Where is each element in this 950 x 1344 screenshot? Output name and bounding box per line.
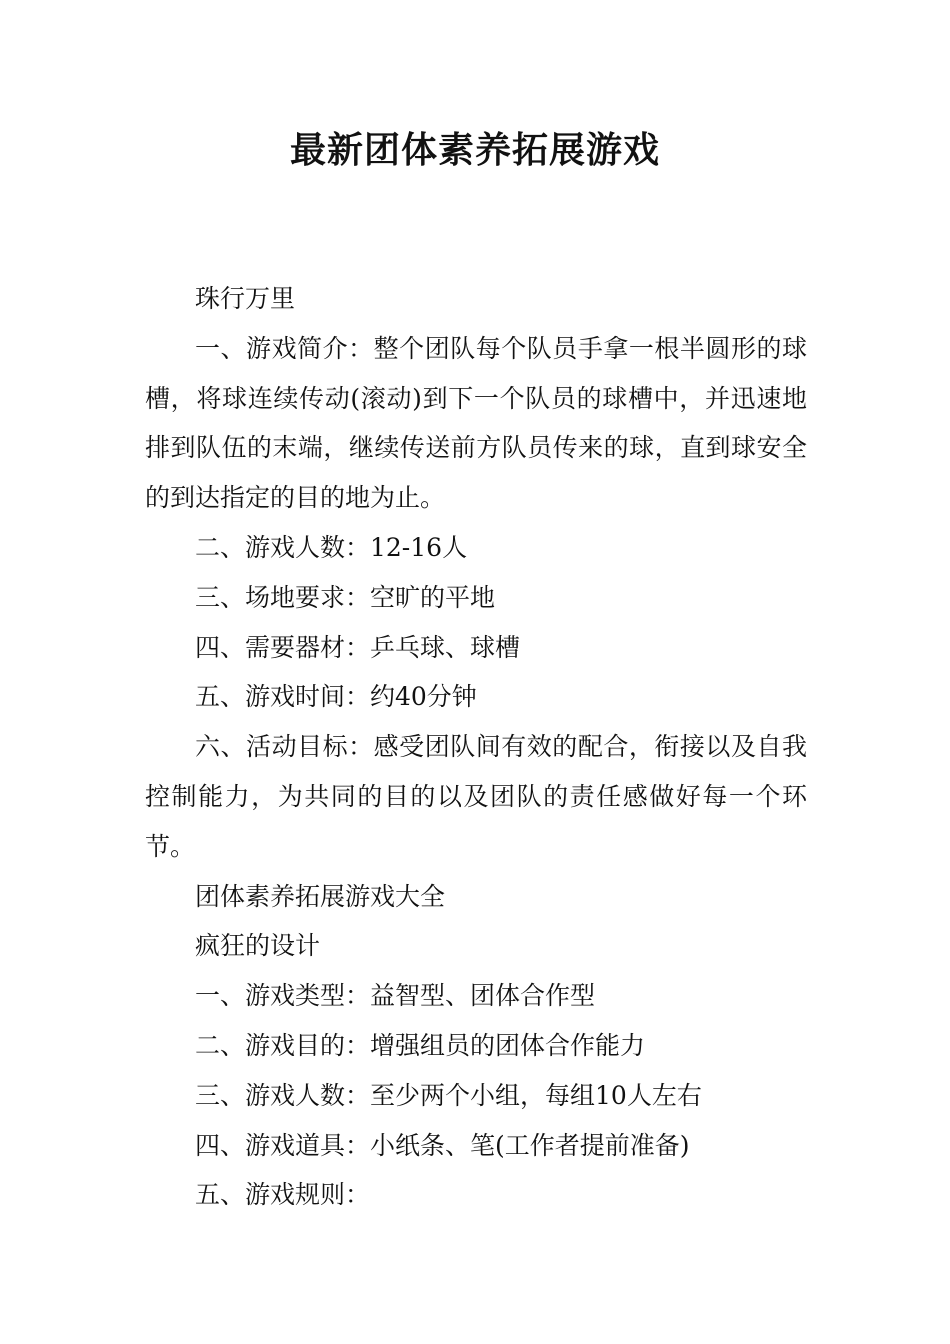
- section-heading: 珠行万里: [195, 284, 296, 313]
- paragraph: 六、活动目标：感受团队间有效的配合，衔接以及自我控制能力，为共同的目的以及团队的责任感做好每一个环节。: [145, 732, 807, 861]
- paragraph: 五、游戏规则：: [195, 1180, 371, 1210]
- paragraph: 三、场地要求：空旷的平地: [195, 582, 496, 612]
- paragraph: 四、游戏道具：小纸条、笔(工作者提前准备): [195, 1130, 690, 1160]
- paragraph: 五、游戏时间：约40分钟: [195, 682, 477, 712]
- paragraph: 一、游戏类型：益智型、团体合作型: [195, 981, 596, 1011]
- paragraph: 二、游戏目的：增强组员的团体合作能力: [195, 1030, 646, 1060]
- paragraph: 三、游戏人数：至少两个小组，每组10人左右: [195, 1080, 702, 1110]
- paragraph: 四、需要器材：乒乓球、球槽: [195, 632, 521, 662]
- document-body: [145, 274, 807, 1220]
- section-heading: 团体素养拓展游戏大全: [195, 881, 446, 911]
- paragraph: 二、游戏人数：12-16人: [195, 532, 468, 562]
- document-title: 最新团体素养拓展游戏: [289, 130, 660, 171]
- section-heading: 疯狂的设计: [195, 931, 321, 961]
- paragraph: 一、游戏简介：整个团队每个队员手拿一根半圆形的球槽，将球连续传动(滚动)到下一个队员的球槽中，并迅速地排到队伍的末端，继续传送前方队员传来的球，直到球安全的到达指定的目的地为止。: [145, 333, 807, 513]
